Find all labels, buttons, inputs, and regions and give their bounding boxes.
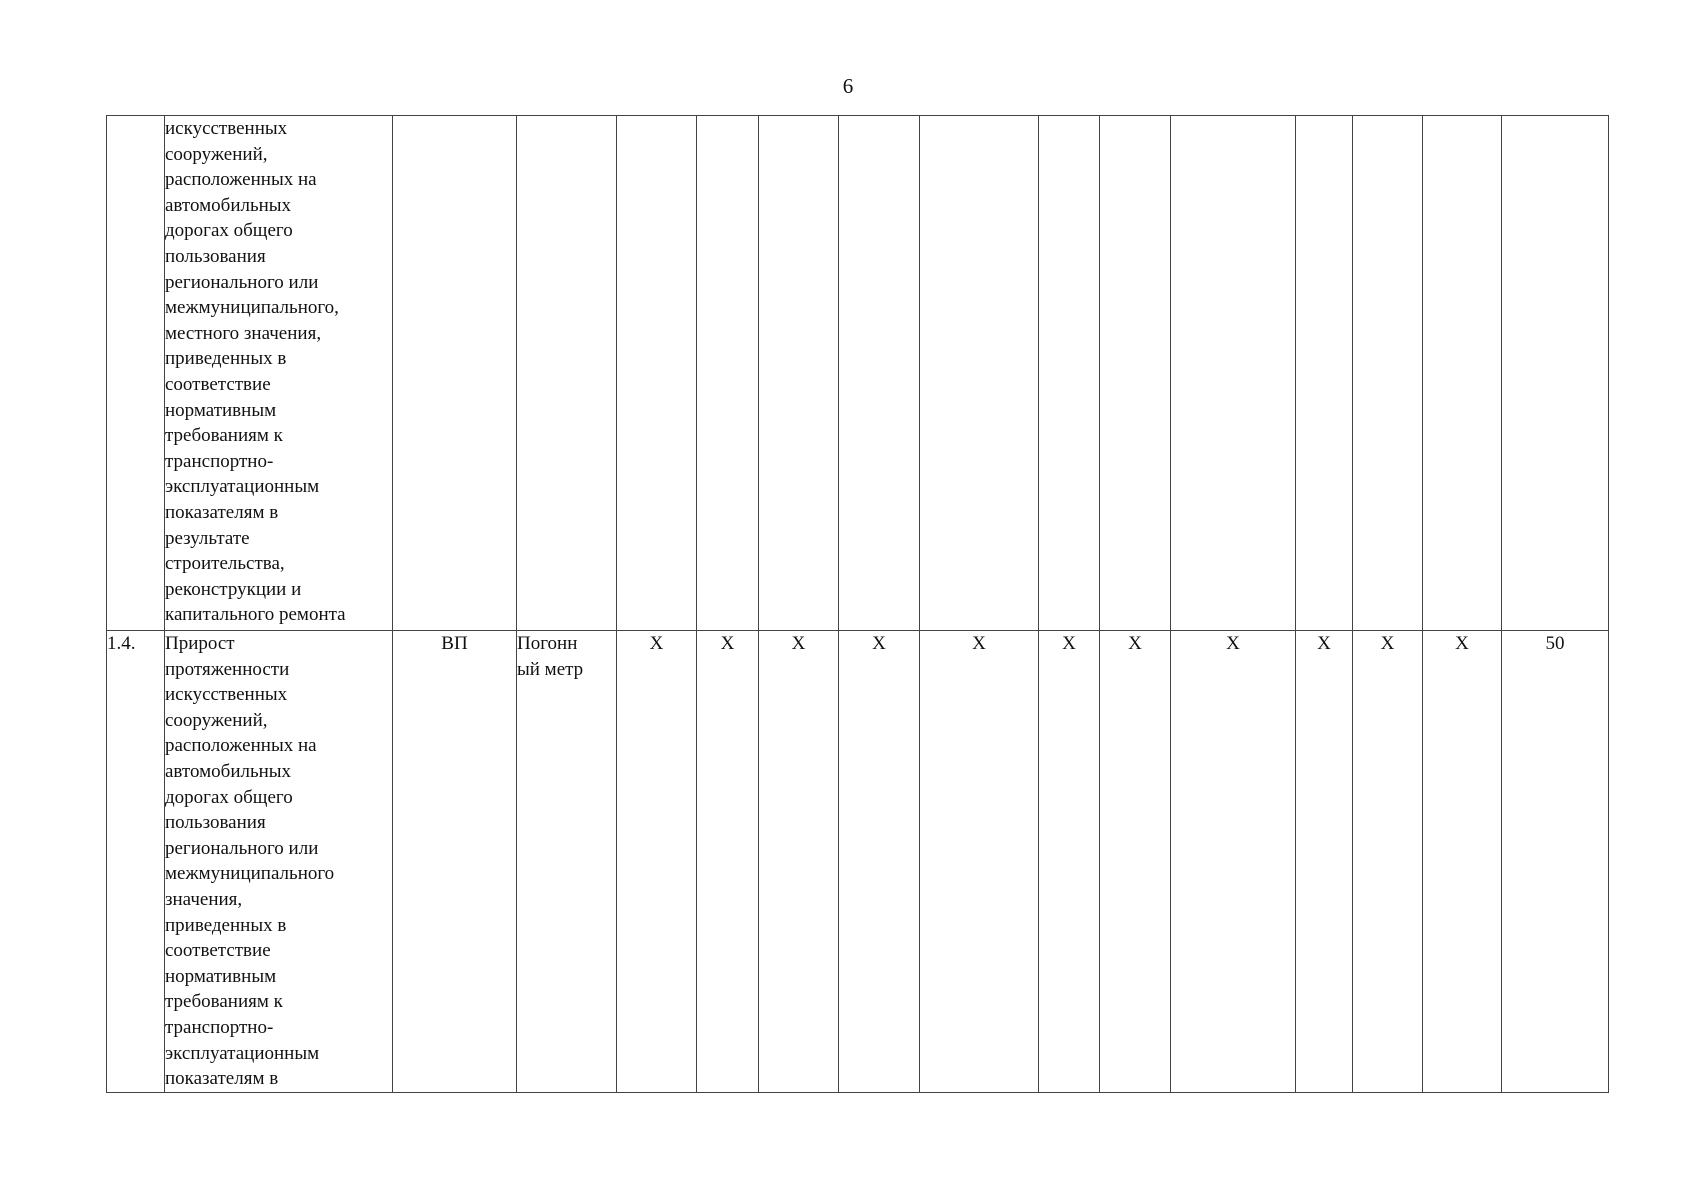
value-cell: X [617,631,697,1093]
indicator-name-cell: искусственных сооружений, расположенных на автомобильных дорогах общего пользования регионального или межмуниципального, местного значения, приведенных в соответствие нормативным требованиям к транспортно- эксплуатационным показателям в результате строительства, реконструкции и капитального ремонта [165,116,393,631]
page-number: 6 [842,74,854,98]
value-cell [1423,116,1502,631]
table-row [107,116,1609,631]
value-cell [839,116,920,631]
value-cell: X [839,631,920,1093]
value-cell [617,116,697,631]
value-cell [1353,116,1423,631]
value-cell [1296,116,1353,631]
value-cell: X [759,631,839,1093]
row-number-cell [107,116,165,631]
value-cell [920,116,1039,631]
value-cell [1171,116,1296,631]
indicator-name-cell: Прирост протяженности искусственных сооружений, расположенных на автомобильных дорогах общего пользования регионального или межмуниципального значения, приведенных в соответствие нормативным требованиям к транспортно- эксплуатационным показателям в [165,631,393,1093]
value-cell: X [1039,631,1100,1093]
value-cell: X [1100,631,1171,1093]
indicator-type-cell: ВП [393,631,517,1093]
value-cell [1100,116,1171,631]
value-cell: X [1296,631,1353,1093]
value-cell [1039,116,1100,631]
value-cell [759,116,839,631]
row-number-cell: 1.4. [107,631,165,1093]
value-cell: X [1353,631,1423,1093]
table-row [107,631,1609,1093]
unit-cell [517,116,617,631]
indicator-type-cell [393,116,517,631]
value-cell [697,116,759,631]
value-cell: X [920,631,1039,1093]
unit-cell: Погонн ый метр [517,631,617,1093]
indicators-table [106,115,1609,1093]
value-cell: 50 [1502,631,1609,1093]
value-cell [1502,116,1609,631]
value-cell: X [1423,631,1502,1093]
value-cell: X [697,631,759,1093]
value-cell: X [1171,631,1296,1093]
